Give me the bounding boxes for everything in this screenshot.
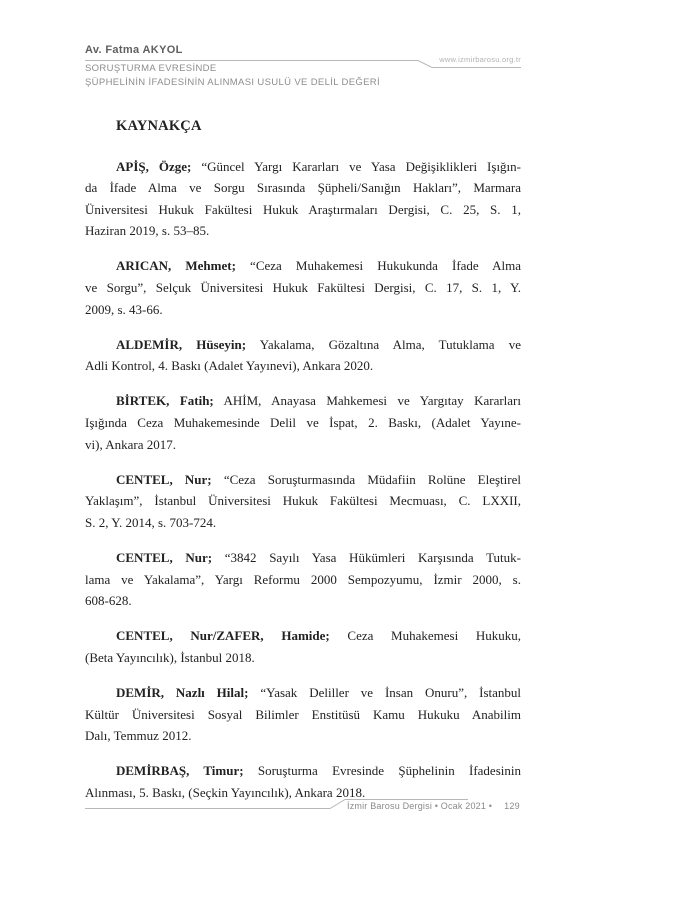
entry-line: DEMİR, Nazlı Hilal; “Yasak Deliller ve İnsan Onuru”, İstanbul (116, 684, 521, 700)
entry-line: da İfade Alma ve Sorgu Sırasında Şüpheli/Sanığın Hakları”, Marmara (85, 180, 521, 196)
entry-line: DEMİRBAŞ, Timur; Soruşturma Evresinde Şüphelinin İfadesinin (116, 763, 521, 779)
page-footer (347, 801, 520, 811)
bibliography-entry (85, 469, 521, 534)
entry-line: Dalı, Temmuz 2012. (85, 728, 192, 744)
header-author-name: Av. Fatma AKYOL (85, 44, 183, 56)
entry-line: Adli Kontrol, 4. Baskı (Adalet Yayınevi), Ankara 2020. (85, 358, 374, 374)
footer-page-number: 129 (504, 801, 520, 811)
entry-line: ve Sorgu”, Selçuk Üniversitesi Hukuk Fakültesi Dergisi, C. 17, S. 1, Y. (85, 280, 521, 296)
entry-line: Yaklaşım”, İstanbul Üniversitesi Hukuk Fakültesi Mecmuası, C. LXXII, (85, 493, 521, 509)
entry-line: ARICAN, Mehmet; “Ceza Muhakemesi Hukukunda İfade Alma (116, 258, 521, 274)
entry-line: Üniversitesi Hukuk Fakültesi Hukuk Araştırmaları Dergisi, C. 25, S. 1, (85, 201, 521, 217)
header-article-title-line1: SORUŞTURMA EVRESİNDE (85, 63, 217, 74)
entry-line: S. 2, Y. 2014, s. 703-724. (85, 514, 217, 530)
bibliography-entry (85, 390, 521, 455)
bibliography-entry (85, 547, 521, 612)
bibliography-entry (85, 334, 521, 377)
footer-journal-name: İzmir Barosu Dergisi • Ocak 2021 • (347, 801, 493, 811)
entry-line: BİRTEK, Fatih; AHİM, Anayasa Mahkemesi ve Yargıtay Kararları (116, 393, 522, 409)
entry-line: CENTEL, Nur/ZAFER, Hamide; Ceza Muhakemesi Hukuku, (116, 628, 521, 644)
header-website-url: www.izmirbarosu.org.tr (439, 55, 521, 64)
entry-line: CENTEL, Nur; “Ceza Soruşturmasında Müdafiin Rolüne Eleştirel (116, 471, 521, 487)
entry-author: CENTEL, Nur/ZAFER, Hamide; (116, 628, 330, 644)
bibliography-entry (85, 156, 521, 242)
bibliography-entry (85, 255, 521, 320)
entry-author: DEMİRBAŞ, Timur; (116, 763, 244, 779)
entry-line: (Beta Yayıncılık), İstanbul 2018. (85, 649, 255, 665)
entry-author: DEMİR, Nazlı Hilal; (116, 684, 249, 700)
entry-line: Işığında Ceza Muhakemesinde Delil ve İspat, 2. Baskı, (Adalet Yayıne- (85, 415, 521, 431)
bibliography-list (85, 156, 521, 804)
entry-author: CENTEL, Nur; (116, 550, 213, 565)
entry-line: Haziran 2019, s. 53–85. (85, 223, 210, 239)
entry-line: Kültür Üniversitesi Sosyal Bilimler Enstitüsü Kamu Hukuku Anabilim (85, 706, 521, 722)
section-title: KAYNAKÇA (116, 118, 202, 134)
entry-line: 608-628. (85, 593, 132, 609)
entry-line: Alınması, 5. Baskı, (Seçkin Yayıncılık), Ankara 2018. (85, 784, 366, 800)
entry-line: 2009, s. 43-66. (85, 301, 163, 317)
entry-author: APİŞ, Özge; (116, 158, 192, 174)
entry-line: CENTEL, Nur; “3842 Sayılı Yasa Hükümleri Karşısında Tutuk- (116, 550, 521, 565)
bibliography-entry (85, 760, 521, 803)
bibliography-section (85, 116, 521, 817)
entry-line: vi), Ankara 2017. (85, 436, 176, 452)
entry-author: ARICAN, Mehmet; (116, 258, 236, 274)
header-article-title-line2: ŞÜPHELİNİN İFADESİNİN ALINMASI USULÜ VE DELİL DEĞERİ (85, 77, 381, 88)
bibliography-entry (85, 625, 521, 668)
entry-author: CENTEL, Nur; (116, 471, 212, 487)
entry-author: ALDEMİR, Hüseyin; (116, 336, 247, 352)
entry-author: BİRTEK, Fatih; (116, 393, 214, 409)
entry-line: lama ve Yakalama”, Yargı Reformu 2000 Sempozyumu, İzmir 2000, s. (85, 571, 521, 587)
entry-line: ALDEMİR, Hüseyin; Yakalama, Gözaltına Alma, Tutuklama ve (116, 336, 521, 352)
entry-line: APİŞ, Özge; “Güncel Yargı Kararları ve Yasa Değişiklikleri Işığın- (116, 158, 521, 174)
bibliography-entry (85, 682, 521, 747)
